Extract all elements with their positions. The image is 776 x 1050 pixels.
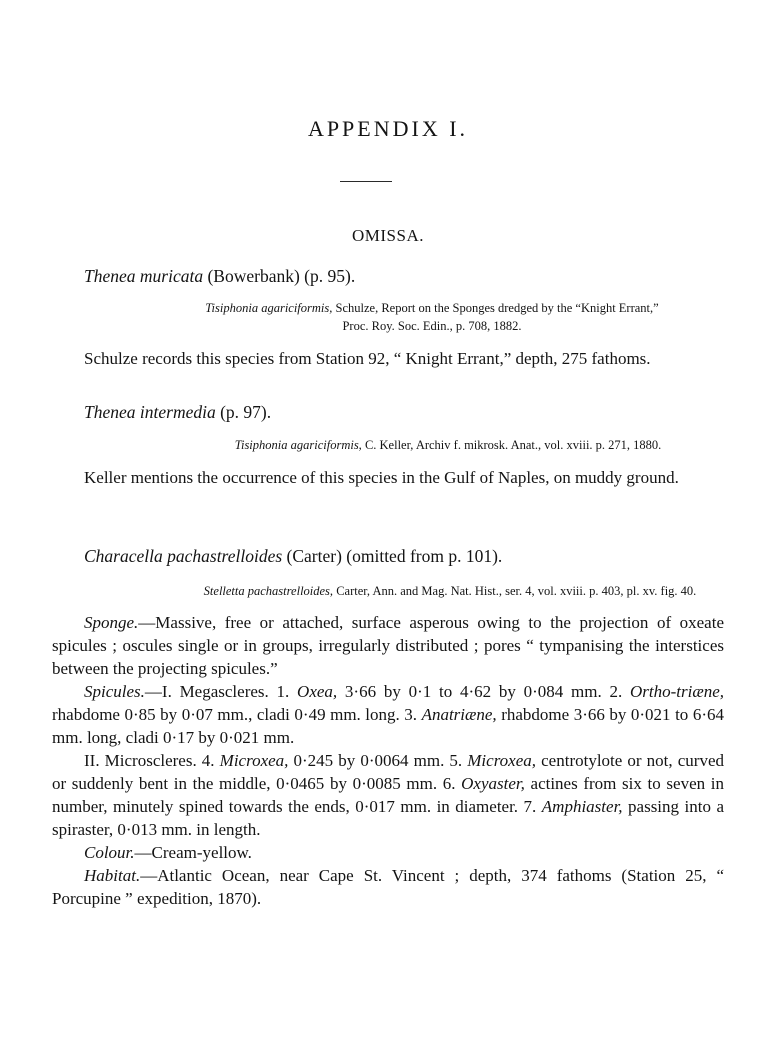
spicule-name: Oxyaster, <box>461 774 525 793</box>
synonym-reference <box>168 436 728 454</box>
colour-label: Colour. <box>84 843 135 862</box>
reference-text: C. Keller, Archiv f. mikrosk. Anat., vol. xviii. p. 271, 1880. <box>361 438 662 452</box>
habitat-text: —Atlantic Ocean, near Cape St. Vincent ; depth, 374 fathoms (Station 25, “ Porcupine ” expedition, 1870). <box>52 866 724 908</box>
sponge-label: Sponge. <box>84 613 139 632</box>
spicules-text: —I. Megascleres. 1. <box>144 682 298 701</box>
spicule-name: Microxea, <box>467 751 537 770</box>
reference-line <box>170 582 730 600</box>
spicules-text: rhabdome 0·85 by 0·07 mm., cladi 0·49 mm. long. 3. <box>52 705 422 724</box>
spicules-text: rhabdome 3·66 by 0·021 to 6·64 mm. long, cladi 0·17 by 0·021 mm. <box>52 705 724 747</box>
synonym-name: Tisiphonia agariciformis, <box>234 438 362 452</box>
species-name: Characella pachastrelloides <box>84 546 283 566</box>
spicule-name: Ortho-triæne, <box>630 682 724 701</box>
page-title: APPENDIX I. <box>307 116 469 141</box>
spicule-name: Oxea, <box>297 682 338 701</box>
species-name: Thenea intermedia <box>84 402 216 422</box>
species-heading <box>84 546 502 567</box>
reference-line: Proc. Roy. Soc. Edin., p. 708, 1882. <box>342 319 522 333</box>
species-suffix: (p. 97). <box>215 402 272 422</box>
species-suffix: (Bowerbank) (p. 95). <box>203 266 356 286</box>
spicule-name: Microxea, <box>219 751 289 770</box>
colour-text: —Cream-yellow. <box>134 843 252 862</box>
synonym-name: Stelletta pachastrelloides, <box>203 584 334 598</box>
microscleres-text: II. Microscleres. 4. <box>84 751 220 770</box>
species-suffix: (Carter) (omitted from p. 101). <box>282 546 503 566</box>
spicules-paragraph <box>52 680 724 749</box>
synonym-reference <box>170 582 730 600</box>
section-heading: OMISSA. <box>352 226 424 245</box>
title-divider <box>340 181 392 182</box>
spicule-name: Amphiaster, <box>541 797 623 816</box>
sponge-paragraph <box>52 611 724 680</box>
species-heading <box>84 402 271 423</box>
spicules-text: 3·66 by 0·1 to 4·62 by 0·084 mm. 2. <box>337 682 631 701</box>
microscleres-text: centrotylote or not, curved or suddenly bent in the middle, 0·0465 by 0·0085 mm. 6. <box>52 751 724 793</box>
entry-paragraph: Keller mentions the occurrence of this species in the Gulf of Naples, on muddy ground. <box>84 468 679 487</box>
sponge-text: —Massive, free or attached, surface asperous owing to the projection of oxeate spicules ; oscules single or in groups, irregularly distributed ; pores “ tympanising the interstices between the projecting spicules.” <box>52 613 724 678</box>
synonym-reference <box>140 299 724 335</box>
microscleres-text: 0·245 by 0·0064 mm. 5. <box>288 751 468 770</box>
colour-paragraph <box>52 841 724 864</box>
species-heading <box>84 266 355 287</box>
microscleres-text: passing into a spiraster, 0·013 mm. in length. <box>52 797 724 839</box>
spicules-label: Spicules. <box>84 682 145 701</box>
microscleres-text: actines from six to seven in number, minutely spined towards the ends, 0·017 mm. in diameter. 7. <box>52 774 724 816</box>
reference-text: Carter, Ann. and Mag. Nat. Hist., ser. 4, vol. xviii. p. 403, pl. xv. fig. 40. <box>333 584 697 598</box>
spicule-name: Anatriæne, <box>421 705 497 724</box>
reference-line <box>140 299 724 317</box>
reference-text: Schulze, Report on the Sponges dredged by the “Knight Errant,” <box>332 301 659 315</box>
habitat-label: Habitat. <box>84 866 141 885</box>
entry-paragraph: Schulze records this species from Station 92, “ Knight Errant,” depth, 275 fathoms. <box>84 349 651 368</box>
synonym-name: Tisiphonia agariciformis, <box>205 301 333 315</box>
microscleres-paragraph <box>52 749 724 841</box>
species-name: Thenea muricata <box>84 266 204 286</box>
reference-line <box>168 436 728 454</box>
habitat-paragraph <box>52 864 724 910</box>
